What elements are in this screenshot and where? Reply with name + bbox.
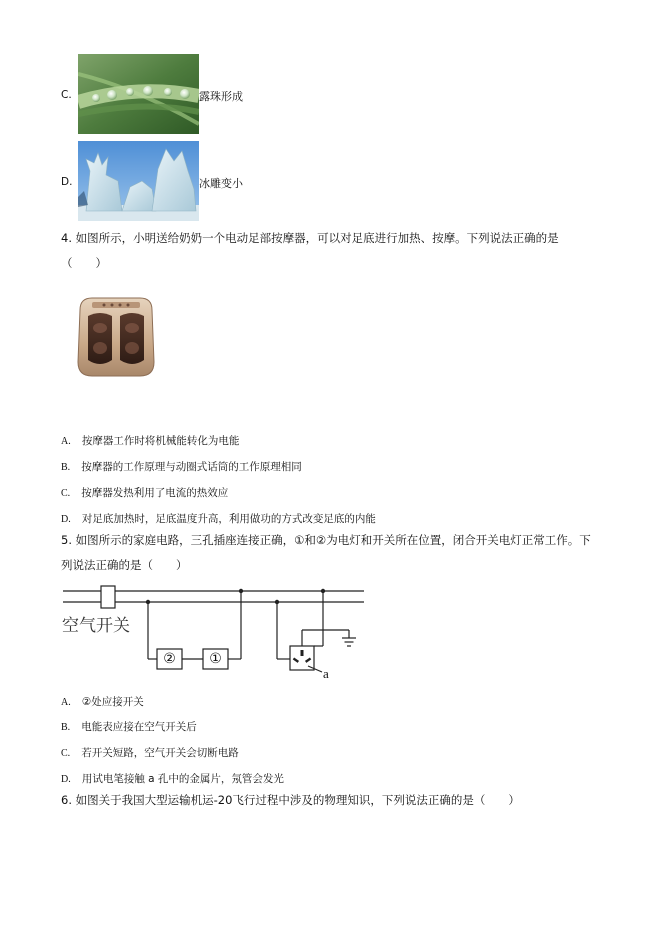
q4-option-a-letter: A. bbox=[61, 436, 71, 447]
breaker-label: 空气开关 bbox=[62, 616, 130, 636]
q5-option-d bbox=[61, 767, 284, 787]
q4-option-d-letter: D. bbox=[61, 514, 71, 525]
q5-option-c-text: 若开关短路，空气开关会切断电路 bbox=[81, 747, 239, 759]
q4-option-b-text: 按摩器的工作原理与动圈式话筒的工作原理相同 bbox=[81, 461, 302, 473]
q5-option-b-letter: B. bbox=[61, 722, 71, 733]
q5-option-c-letter: C. bbox=[61, 748, 71, 759]
socket-hole-label: a bbox=[323, 666, 329, 681]
ice-sculpture-photo bbox=[78, 141, 199, 221]
q5-stem-line2: 列说法正确的是（ ） bbox=[61, 558, 188, 572]
q4-stem-line1: 4. 如图所示，小明送给奶奶一个电动足部按摩器，可以对足底进行加热、按摩。下列说法正确的是 bbox=[61, 231, 559, 245]
q4-option-c-text: 按摩器发热利用了电流的热效应 bbox=[81, 487, 229, 499]
q5-option-d-letter: D. bbox=[61, 774, 71, 785]
q6-stem: 6. 如图关于我国大型运输机运-20飞行过程中涉及的物理知识，下列说法正确的是（ ） bbox=[61, 793, 520, 807]
q3-option-c-letter: C. bbox=[61, 89, 72, 101]
q5-option-b bbox=[61, 715, 197, 735]
household-circuit-diagram bbox=[60, 580, 370, 685]
q3-option-d-letter: D. bbox=[61, 176, 73, 188]
q4-option-d-text: 对足底加热时，足底温度升高，利用做功的方式改变足底的内能 bbox=[81, 513, 376, 525]
q4-stem-line2: （ ） bbox=[61, 256, 107, 270]
dew-drops-photo bbox=[78, 54, 199, 134]
q4-option-c bbox=[61, 481, 228, 501]
circuit-box-2: ② bbox=[163, 651, 176, 667]
q5-option-a-text: ②处应接开关 bbox=[81, 696, 144, 708]
q5-option-a-letter: A. bbox=[61, 697, 71, 708]
q5-option-c bbox=[61, 741, 239, 761]
circuit-box-1: ① bbox=[209, 651, 222, 667]
q4-option-d bbox=[61, 507, 376, 527]
foot-massager-photo bbox=[74, 292, 158, 380]
q5-option-d-text: 用试电笔接触 a 孔中的金属片，氖管会发光 bbox=[81, 773, 284, 785]
q4-option-b-letter: B. bbox=[61, 462, 71, 473]
q5-option-a bbox=[61, 690, 144, 710]
q3-option-d-caption: 冰雕变小 bbox=[199, 177, 243, 190]
q5-stem-line1: 5. 如图所示的家庭电路，三孔插座连接正确，①和②为电灯和开关所在位置，闭合开关电灯正常工作。下 bbox=[61, 533, 591, 547]
q3-option-c-caption: 露珠形成 bbox=[199, 90, 243, 103]
q4-option-a bbox=[61, 429, 239, 449]
q4-option-c-letter: C. bbox=[61, 488, 71, 499]
q5-option-b-text: 电能表应接在空气开关后 bbox=[81, 721, 197, 733]
q4-option-a-text: 按摩器工作时将机械能转化为电能 bbox=[81, 435, 240, 447]
q4-option-b bbox=[61, 455, 302, 475]
